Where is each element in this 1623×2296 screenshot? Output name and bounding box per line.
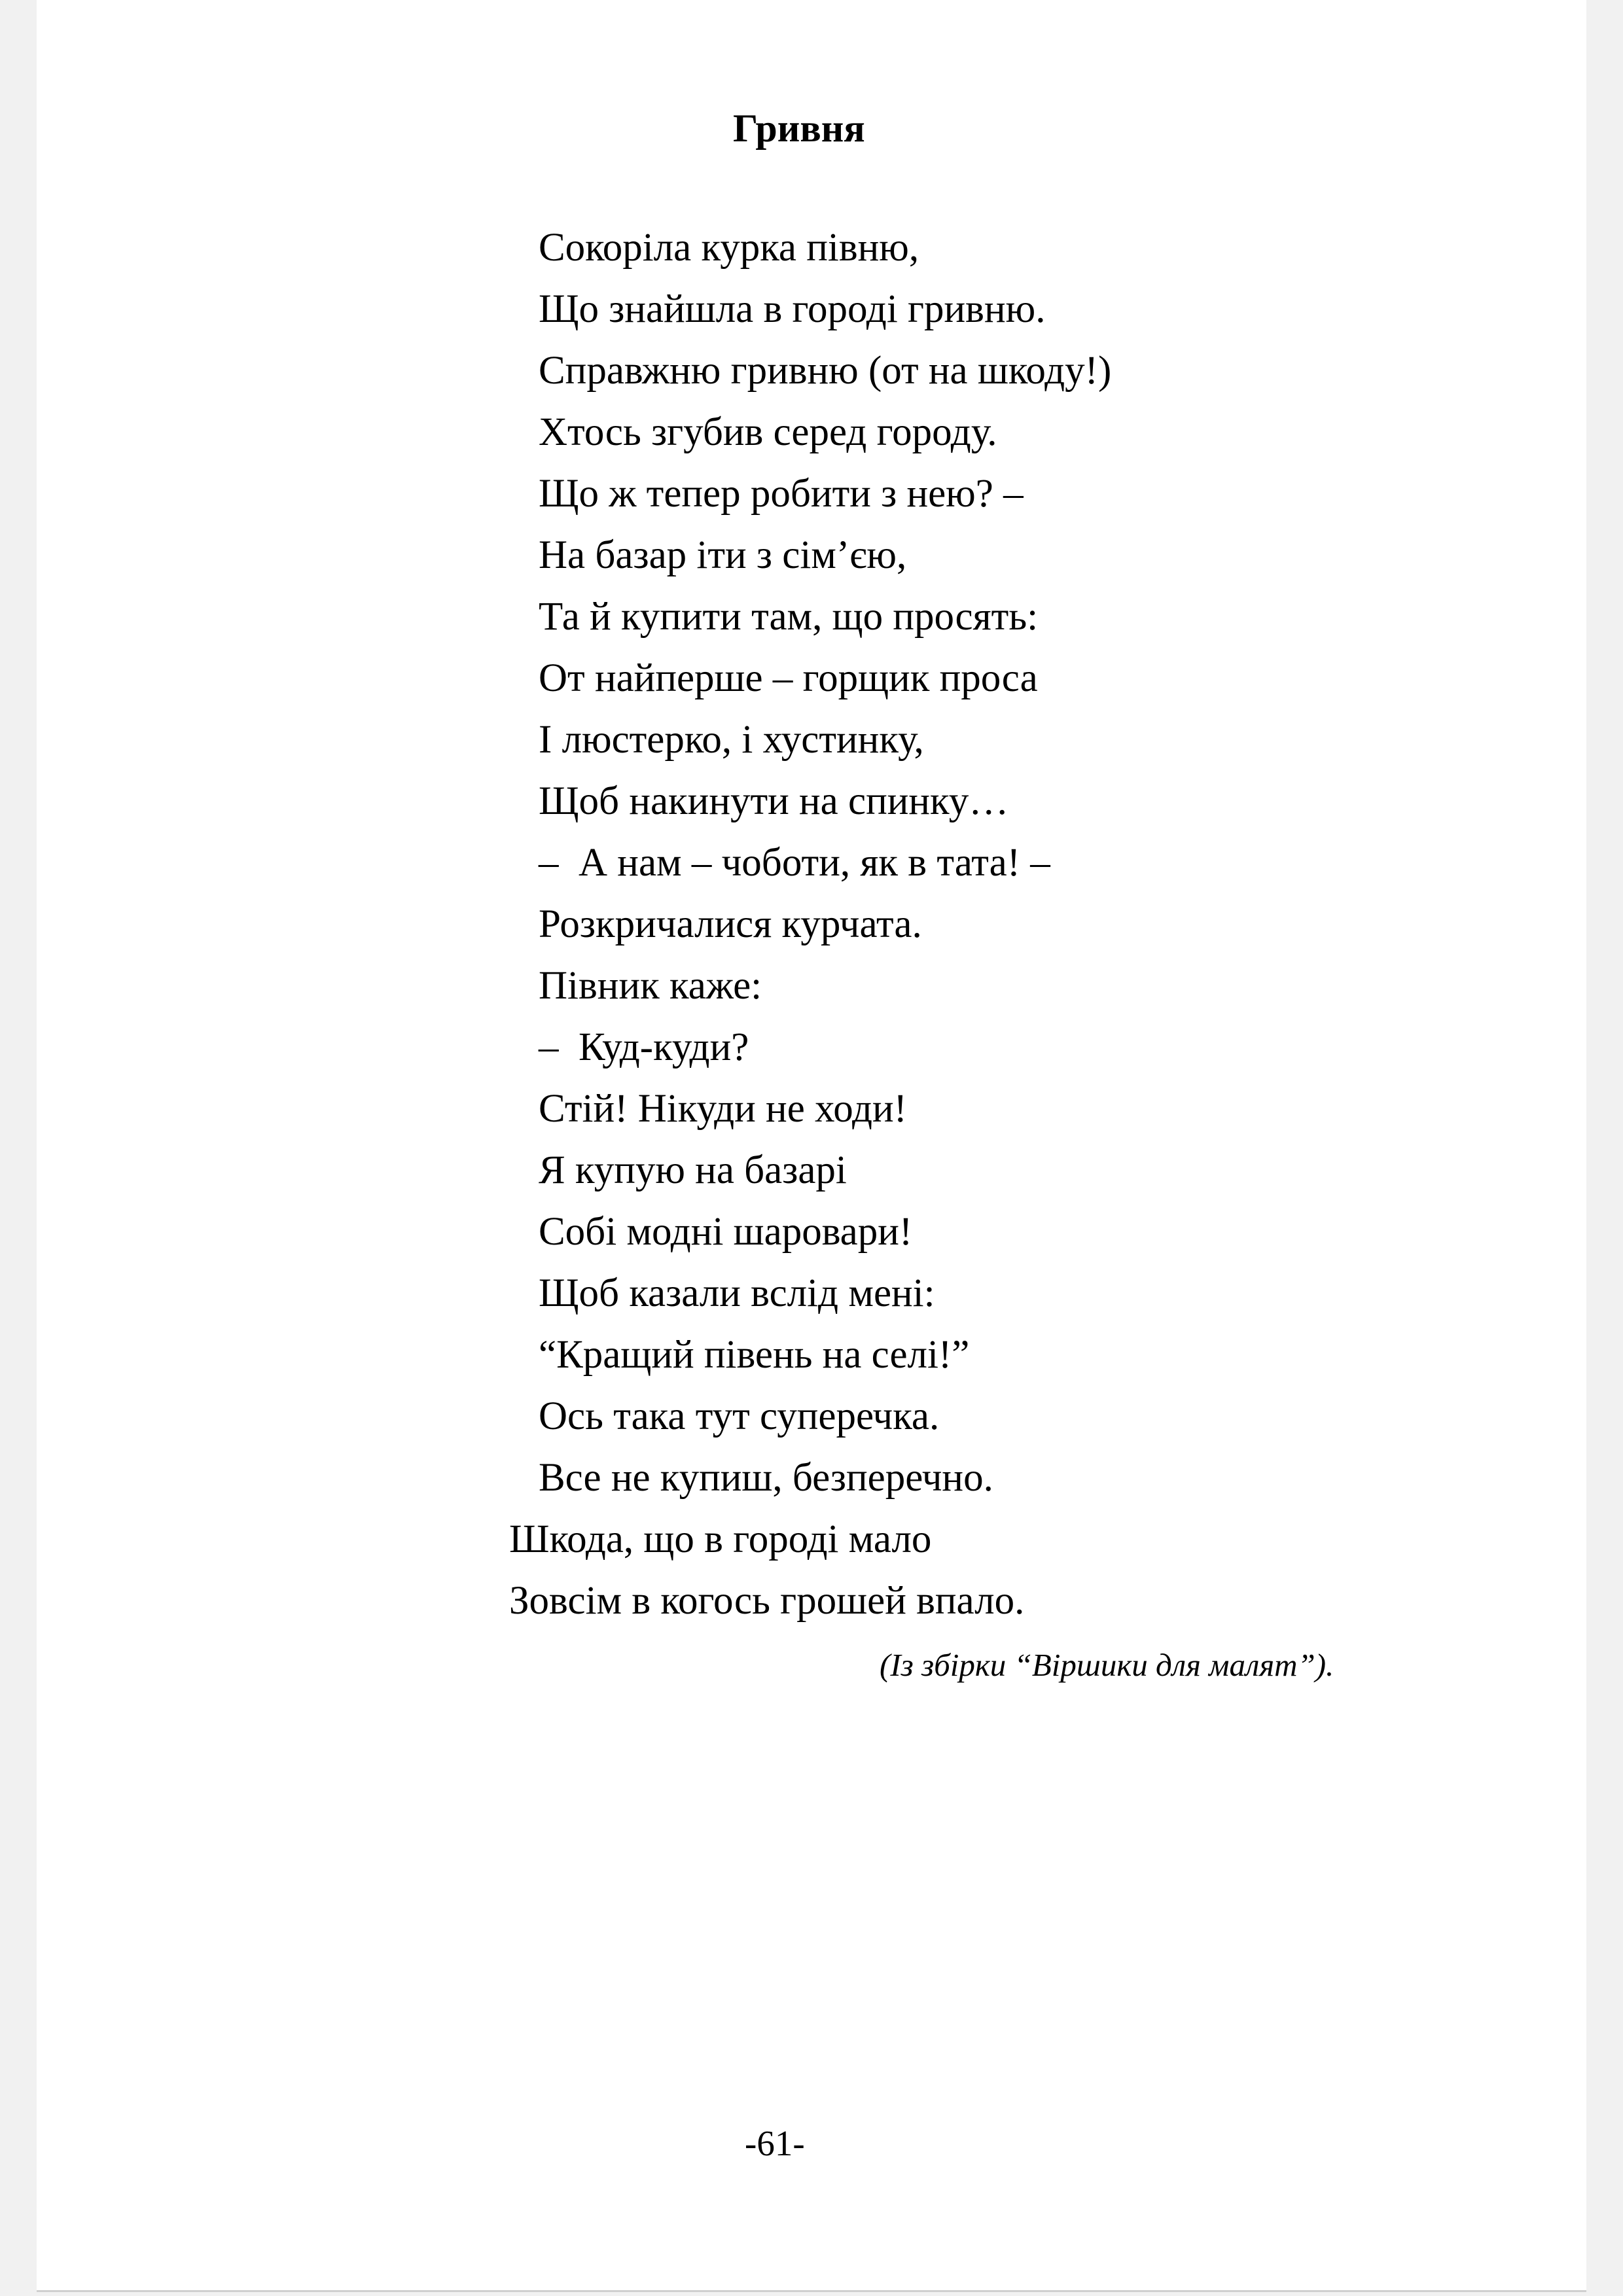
poem-title: Гривня bbox=[733, 107, 865, 150]
poem-line: На базар іти з сім’єю, bbox=[539, 533, 907, 577]
poem-line: – А нам – чоботи, як в тата! – bbox=[539, 841, 1050, 885]
poem-source: (Із збірки “Віршики для малят”). bbox=[880, 1647, 1334, 1683]
poem-line: Щоб казали вслід мені: bbox=[539, 1271, 935, 1315]
poem-line: Собі модні шаровари! bbox=[539, 1210, 913, 1254]
poem-line: І люстерко, і хустинку, bbox=[539, 718, 924, 762]
poem-line: Стій! Нікуди не ходи! bbox=[539, 1087, 907, 1131]
poem-line: Щоб накинути на спинку… bbox=[539, 779, 1009, 823]
poem-line: Що знайшла в городі гривню. bbox=[539, 287, 1046, 331]
poem-line: Розкричалися курчата. bbox=[539, 902, 922, 946]
document-page bbox=[37, 0, 1586, 2290]
poem-line: От найперше – горщик проса bbox=[539, 656, 1038, 700]
poem-line: “Кращий півень на селі!” bbox=[539, 1333, 970, 1377]
page-edge bbox=[37, 2290, 1586, 2292]
poem-line: Хтось згубив серед городу. bbox=[539, 410, 997, 454]
poem-line: Шкода, що в городі мало bbox=[509, 1517, 932, 1561]
poem-line: Півник каже: bbox=[539, 964, 762, 1008]
poem-line: Що ж тепер робити з нею? – bbox=[539, 472, 1024, 516]
poem-line: Все не купиш, безперечно. bbox=[539, 1456, 993, 1500]
poem-line: – Куд-куди? bbox=[539, 1025, 749, 1069]
page-number: -61- bbox=[745, 2123, 805, 2163]
poem-line: Зовсім в когось грошей впало. bbox=[509, 1579, 1025, 1623]
poem-line: Ось така тут суперечка. bbox=[539, 1394, 940, 1438]
poem-line: Справжню гривню (от на шкоду!) bbox=[539, 349, 1112, 393]
poem-line: Я купую на базарі bbox=[539, 1148, 847, 1192]
poem-line: Сокоріла курка півню, bbox=[539, 226, 919, 270]
poem-line: Та й купити там, що просять: bbox=[539, 595, 1039, 639]
